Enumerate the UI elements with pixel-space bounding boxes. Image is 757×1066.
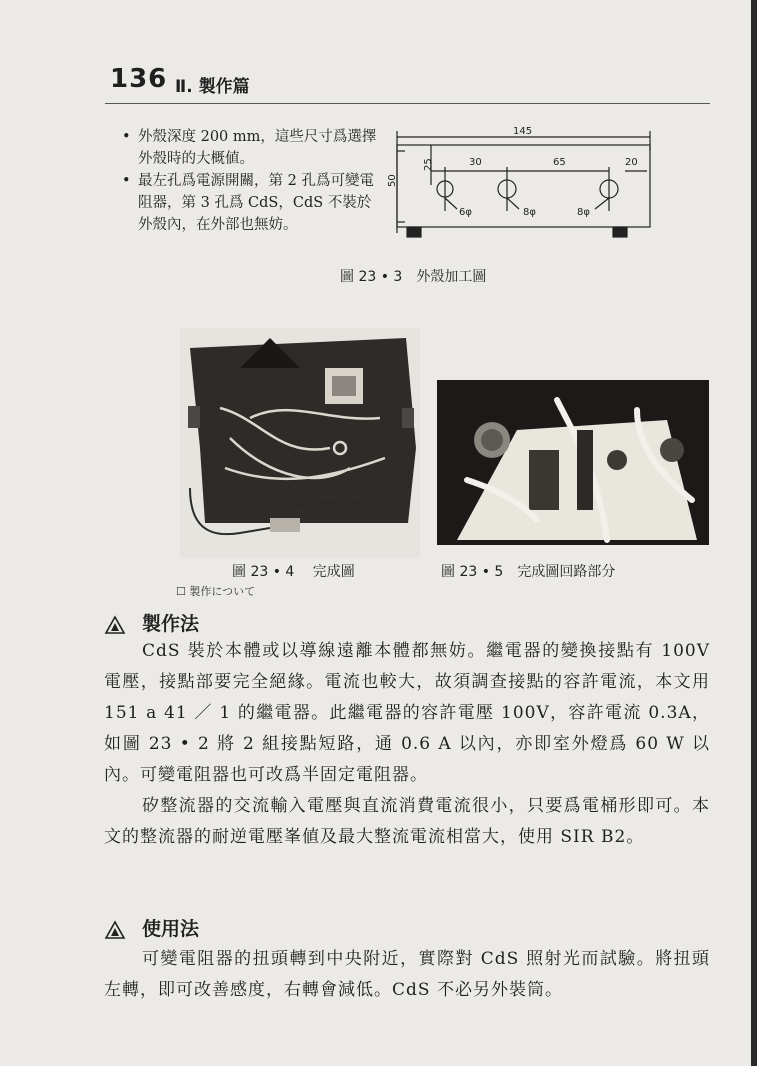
figure-caption-5: 圖 23 • 5 完成圖回路部分 bbox=[441, 564, 616, 580]
spacing-label: 65 bbox=[553, 157, 566, 168]
header-rule bbox=[105, 103, 710, 104]
section-heading-usage: 使用法 bbox=[142, 918, 200, 940]
section-title: Ⅱ. 製作篇 bbox=[175, 77, 250, 97]
right-foot bbox=[613, 227, 627, 237]
hole-label: 8φ bbox=[577, 207, 590, 218]
figure-caption-3: 圖 23 • 3 外殼加工圖 bbox=[340, 269, 487, 285]
left-foot bbox=[407, 227, 421, 237]
warning-triangle-icon bbox=[104, 920, 126, 940]
hole-label: 6φ bbox=[459, 207, 472, 218]
width-label: 145 bbox=[513, 126, 533, 137]
photo-completed-unit bbox=[180, 328, 420, 558]
warning-triangle-icon bbox=[104, 615, 126, 635]
offset-label: 25 bbox=[423, 158, 434, 171]
hole-label: 8φ bbox=[523, 207, 536, 218]
height-label: 50 bbox=[387, 174, 398, 187]
section-heading-making: 製作法 bbox=[142, 613, 200, 635]
enclosure-drawing bbox=[385, 125, 665, 245]
spacing-label: 20 bbox=[625, 157, 638, 168]
page-binding-edge bbox=[751, 0, 757, 1066]
photo-circuit-part bbox=[437, 380, 709, 545]
paragraph: 可變電阻器的扭頭轉到中央附近，實際對 CdS 照射光而試驗。將扭頭左轉，即可改善感度，右轉會減低。CdS 不必另外裝筒。 bbox=[104, 949, 710, 1000]
figure-note: ☐ 製作について bbox=[176, 585, 256, 598]
usage-body bbox=[104, 944, 710, 1006]
making-body bbox=[104, 636, 710, 853]
bullet-item: • 最左孔爲電源開關，第 2 孔爲可變電阻器，第 3 孔爲 CdS，CdS 不裝於外殼內，在外部也無妨。 bbox=[120, 170, 382, 236]
paragraph: 矽整流器的交流輸入電壓與直流消費電流很小，只要爲電桶形即可。本文的整流器的耐逆電壓峯値及最大整流電流相當大，使用 SIR B2。 bbox=[104, 796, 710, 847]
spacing-label: 30 bbox=[469, 157, 482, 168]
paragraph: CdS 裝於本體或以導線遠離本體都無妨。繼電器的變換接點有 100V 電壓，接點部要完全絕緣。電流也較大，故須調查接點的容許電流，本文用 151 a 41 ／ 1 的繼電器。此繼電器的容許電壓 100V，容許電流 0.3A，如圖 23 • 2 將 2 組接點短路，通 0.6 A 以內，亦即室外燈爲 60 W 以內。可變電阻器也可改爲半固定電阻器。 bbox=[104, 641, 710, 785]
figure-caption-4: 圖 23 • 4 完成圖 bbox=[232, 564, 355, 580]
bullet-item: • 外殼深度 200 mm，這些尺寸爲選擇外殼時的大概値。 bbox=[120, 126, 382, 170]
bullet-notes bbox=[120, 126, 382, 236]
page-number: 136 bbox=[110, 64, 168, 94]
